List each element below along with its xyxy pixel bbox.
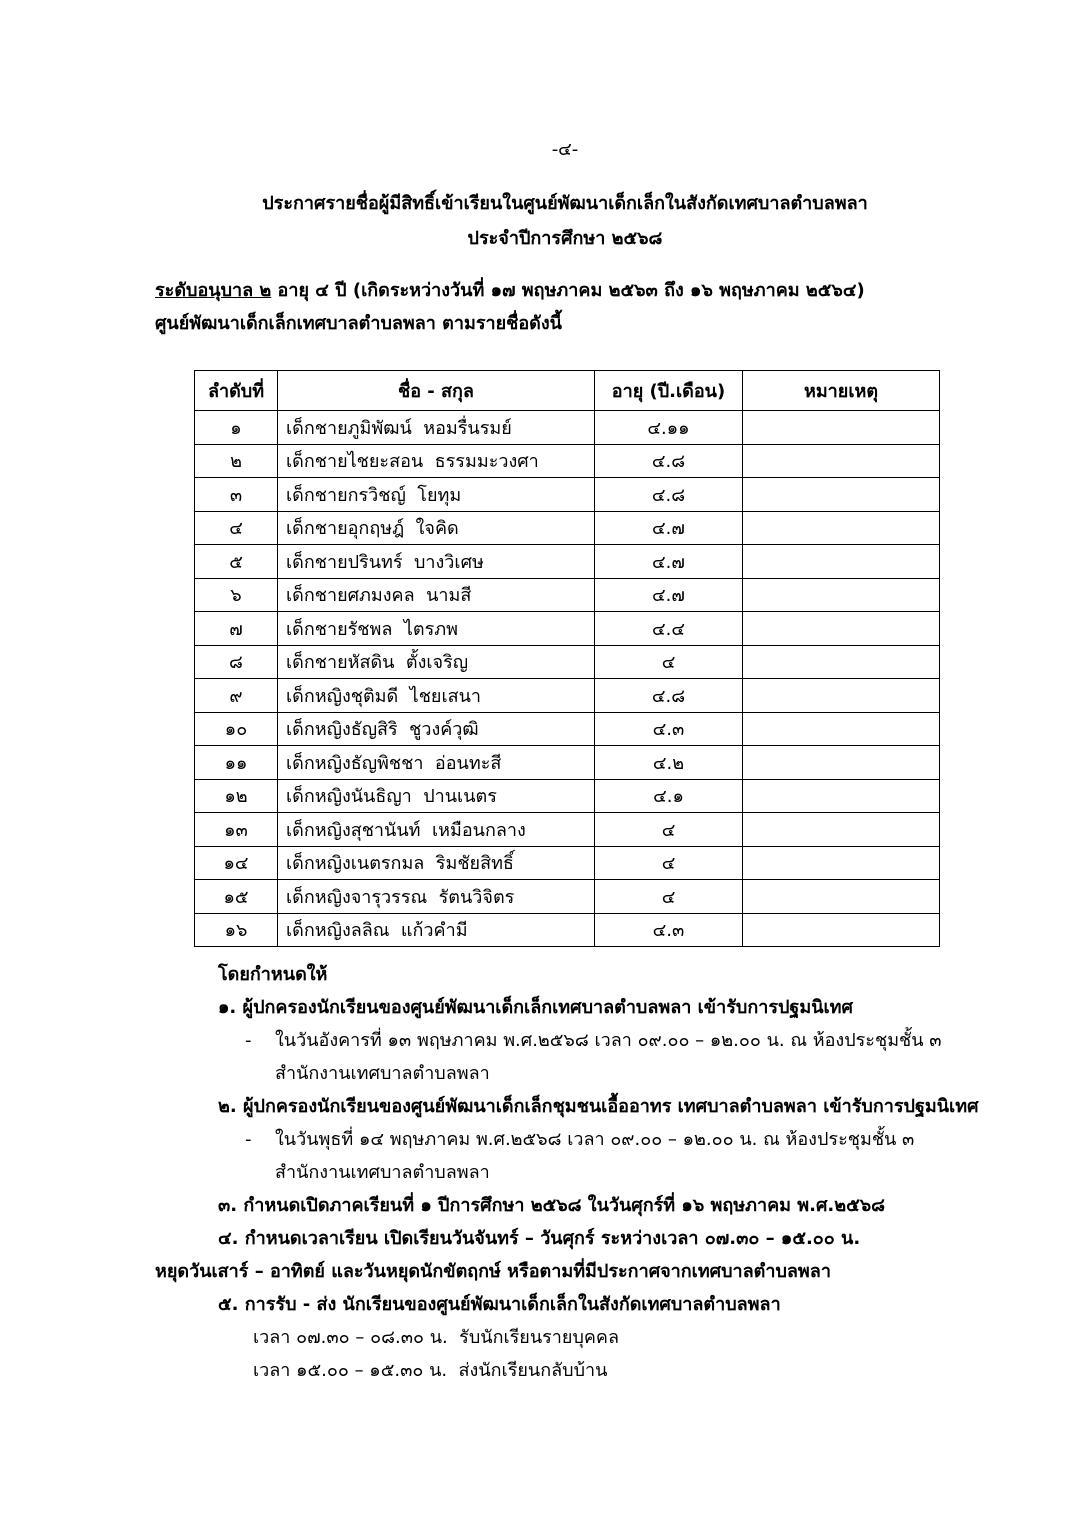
title-line-2: ประจำปีการศึกษา ๒๕๖๘ (467, 228, 663, 249)
table-row (195, 478, 940, 512)
note-item-1-detail-text: ในวันอังคารที่ ๑๓ พฤษภาคม พ.ศ.๒๕๖๘ เวลา ๐๙.๐๐ – ๑๒.๐๐ น. ณ ห้องประชุมชั้น ๓ (275, 1030, 942, 1051)
cell-note (743, 444, 940, 478)
note-item-1-title: ๑. ผู้ปกครองนักเรียนของศูนย์พัฒนาเด็กเล็กเทศบาลตำบลพลา เข้ารับการปฐมนิเทศ (218, 997, 853, 1018)
level-detail: อายุ ๔ ปี (เกิดระหว่างวันที่ ๑๗ พฤษภาคม ๒๕๖๓ ถึง ๑๖ พฤษภาคม ๒๕๖๔) (277, 280, 865, 301)
note-item-4-line-1: ๔. กำหนดเวลาเรียน เปิดเรียนวันจันทร์ – วันศุกร์ ระหว่างเวลา ๐๗.๓๐ – ๑๕.๐๐ น. (218, 1228, 861, 1249)
cell-no: ๑๐ (195, 712, 278, 746)
intro-line-1 (155, 274, 1035, 307)
cell-name: เด็กหญิงธัญสิริ ชูวงค์วุฒิ (278, 712, 595, 746)
cell-no: ๑ (195, 411, 278, 445)
table-row (195, 679, 940, 713)
header-no: ลำดับที่ (195, 371, 278, 411)
cell-no: ๙ (195, 679, 278, 713)
note-item-3-title: ๓. กำหนดเปิดภาคเรียนที่ ๑ ปีการศึกษา ๒๕๖๘ ในวันศุกร์ที่ ๑๖ พฤษภาคม พ.ศ.๒๕๖๘ (218, 1195, 886, 1216)
cell-note (743, 511, 940, 545)
page-number: -๔- (551, 139, 579, 160)
title-line-1: ประกาศรายชื่อผู้มีสิทธิ์เข้าเรียนในศูนย์พัฒนาเด็กเล็กในสังกัดเทศบาลตำบลพลา (262, 193, 868, 214)
cell-no: ๒ (195, 444, 278, 478)
table-row (195, 779, 940, 813)
table-row (195, 880, 940, 914)
table-row (195, 545, 940, 579)
cell-name: เด็กชายภูมิพัฒน์ หอมรื่นรมย์ (278, 411, 595, 445)
table-row (195, 846, 940, 880)
cell-note (743, 578, 940, 612)
cell-name: เด็กชายกรวิชญ์ โยทุม (278, 478, 595, 512)
student-table (194, 370, 940, 947)
cell-name: เด็กหญิงลลิณ แก้วคำมี (278, 913, 595, 947)
table-row (195, 578, 940, 612)
table-row (195, 913, 940, 947)
cell-note (743, 679, 940, 713)
cell-age: ๔.๘ (595, 478, 743, 512)
note-item-5-time-1: เวลา ๐๗.๓๐ – ๐๘.๓๐ น. รับนักเรียนรายบุคคล (253, 1327, 620, 1348)
cell-note (743, 645, 940, 679)
cell-no: ๑๒ (195, 779, 278, 813)
cell-note (743, 478, 940, 512)
cell-no: ๑๕ (195, 880, 278, 914)
table-row (195, 645, 940, 679)
cell-no: ๑๑ (195, 746, 278, 780)
cell-age: ๔ (595, 880, 743, 914)
table-row (195, 612, 940, 646)
cell-age: ๔.๘ (595, 444, 743, 478)
cell-age: ๔.๓ (595, 913, 743, 947)
cell-no: ๕ (195, 545, 278, 579)
cell-note (743, 880, 940, 914)
cell-name: เด็กหญิงธัญพิชชา อ่อนทะสี (278, 746, 595, 780)
cell-note (743, 612, 940, 646)
note-item-2-detail-cont: สำนักงานเทศบาลตำบลพลา (275, 1162, 490, 1183)
announcement-title (0, 186, 1080, 256)
cell-no: ๑๖ (195, 913, 278, 947)
cell-name: เด็กชายไชยะสอน ธรรมมะวงศา (278, 444, 595, 478)
cell-no: ๘ (195, 645, 278, 679)
cell-note (743, 411, 940, 445)
cell-age: ๔ (595, 813, 743, 847)
note-item-2-detail-text: ในวันพุธที่ ๑๔ พฤษภาคม พ.ศ.๒๕๖๘ เวลา ๐๙.๐๐ – ๑๒.๐๐ น. ณ ห้องประชุมชั้น ๓ (275, 1129, 915, 1150)
cell-age: ๔.๑๑ (595, 411, 743, 445)
cell-name: เด็กหญิงจารุวรรณ รัตนวิจิตร (278, 880, 595, 914)
list-dash: - (245, 1030, 252, 1051)
note-item-5-title: ๕. การรับ - ส่ง นักเรียนของศูนย์พัฒนาเด็กเล็กในสังกัดเทศบาลตำบลพลา (218, 1294, 781, 1315)
list-dash: - (245, 1129, 252, 1150)
notes-heading: โดยกำหนดให้ (218, 964, 328, 985)
cell-age: ๔ (595, 846, 743, 880)
note-item-4-line-2: หยุดวันเสาร์ – อาทิตย์ และวันหยุดนักขัตฤกษ์ หรือตามที่มีประกาศจากเทศบาลตำบลพลา (155, 1261, 831, 1282)
cell-age: ๔.๔ (595, 612, 743, 646)
table-row (195, 511, 940, 545)
cell-note (743, 746, 940, 780)
note-item-5-time-2: เวลา ๑๕.๐๐ – ๑๕.๓๐ น. ส่งนักเรียนกลับบ้าน (253, 1360, 608, 1381)
table-header-row (195, 371, 940, 411)
cell-note (743, 712, 940, 746)
cell-no: ๖ (195, 578, 278, 612)
cell-age: ๔ (595, 645, 743, 679)
cell-age: ๔.๒ (595, 746, 743, 780)
note-item-2-detail (155, 1123, 1015, 1156)
note-item-2-title: ๒. ผู้ปกครองนักเรียนของศูนย์พัฒนาเด็กเล็กชุมชนเอื้ออาทร เทศบาลตำบลพลา เข้ารับการปฐมนิเทศ (218, 1096, 979, 1117)
cell-note (743, 779, 940, 813)
cell-name: เด็กหญิงนันธิญา ปานเนตร (278, 779, 595, 813)
cell-note (743, 545, 940, 579)
cell-age: ๔.๗ (595, 511, 743, 545)
intro-block (155, 274, 1035, 340)
cell-no: ๓ (195, 478, 278, 512)
cell-name: เด็กหญิงชุติมดี ไชยเสนา (278, 679, 595, 713)
cell-no: ๑๓ (195, 813, 278, 847)
table-row (195, 746, 940, 780)
cell-age: ๔.๗ (595, 545, 743, 579)
cell-note (743, 813, 940, 847)
intro-line-2: ศูนย์พัฒนาเด็กเล็กเทศบาลตำบลพลา ตามรายชื่อดังนี้ (155, 313, 562, 334)
cell-age: ๔.๑ (595, 779, 743, 813)
cell-no: ๔ (195, 511, 278, 545)
cell-name: เด็กชายรัชพล ไตรภพ (278, 612, 595, 646)
cell-name: เด็กชายอุกฤษฎ์ ใจคิด (278, 511, 595, 545)
table-row (195, 813, 940, 847)
cell-age: ๔.๓ (595, 712, 743, 746)
cell-name: เด็กหญิงสุชานันท์ เหมือนกลาง (278, 813, 595, 847)
cell-age: ๔.๘ (595, 679, 743, 713)
cell-name: เด็กชายหัสดิน ตั้งเจริญ (278, 645, 595, 679)
cell-note (743, 913, 940, 947)
note-item-1-detail-cont: สำนักงานเทศบาลตำบลพลา (275, 1063, 490, 1084)
level-label: ระดับอนุบาล ๒ (155, 280, 272, 301)
cell-note (743, 846, 940, 880)
cell-name: เด็กหญิงเนตรกมล ริมชัยสิทธิ์ (278, 846, 595, 880)
cell-name: เด็กชายปรินทร์ บางวิเศษ (278, 545, 595, 579)
note-item-1-detail (155, 1024, 1015, 1057)
cell-no: ๑๔ (195, 846, 278, 880)
cell-name: เด็กชายศภมงคล นามสี (278, 578, 595, 612)
table-row (195, 444, 940, 478)
header-name: ชื่อ - สกุล (278, 371, 595, 411)
table-row (195, 712, 940, 746)
header-age: อายุ (ปี.เดือน) (595, 371, 743, 411)
header-note: หมายเหตุ (743, 371, 940, 411)
table-row (195, 411, 940, 445)
cell-age: ๔.๗ (595, 578, 743, 612)
notes-section (155, 958, 1015, 1387)
cell-no: ๗ (195, 612, 278, 646)
